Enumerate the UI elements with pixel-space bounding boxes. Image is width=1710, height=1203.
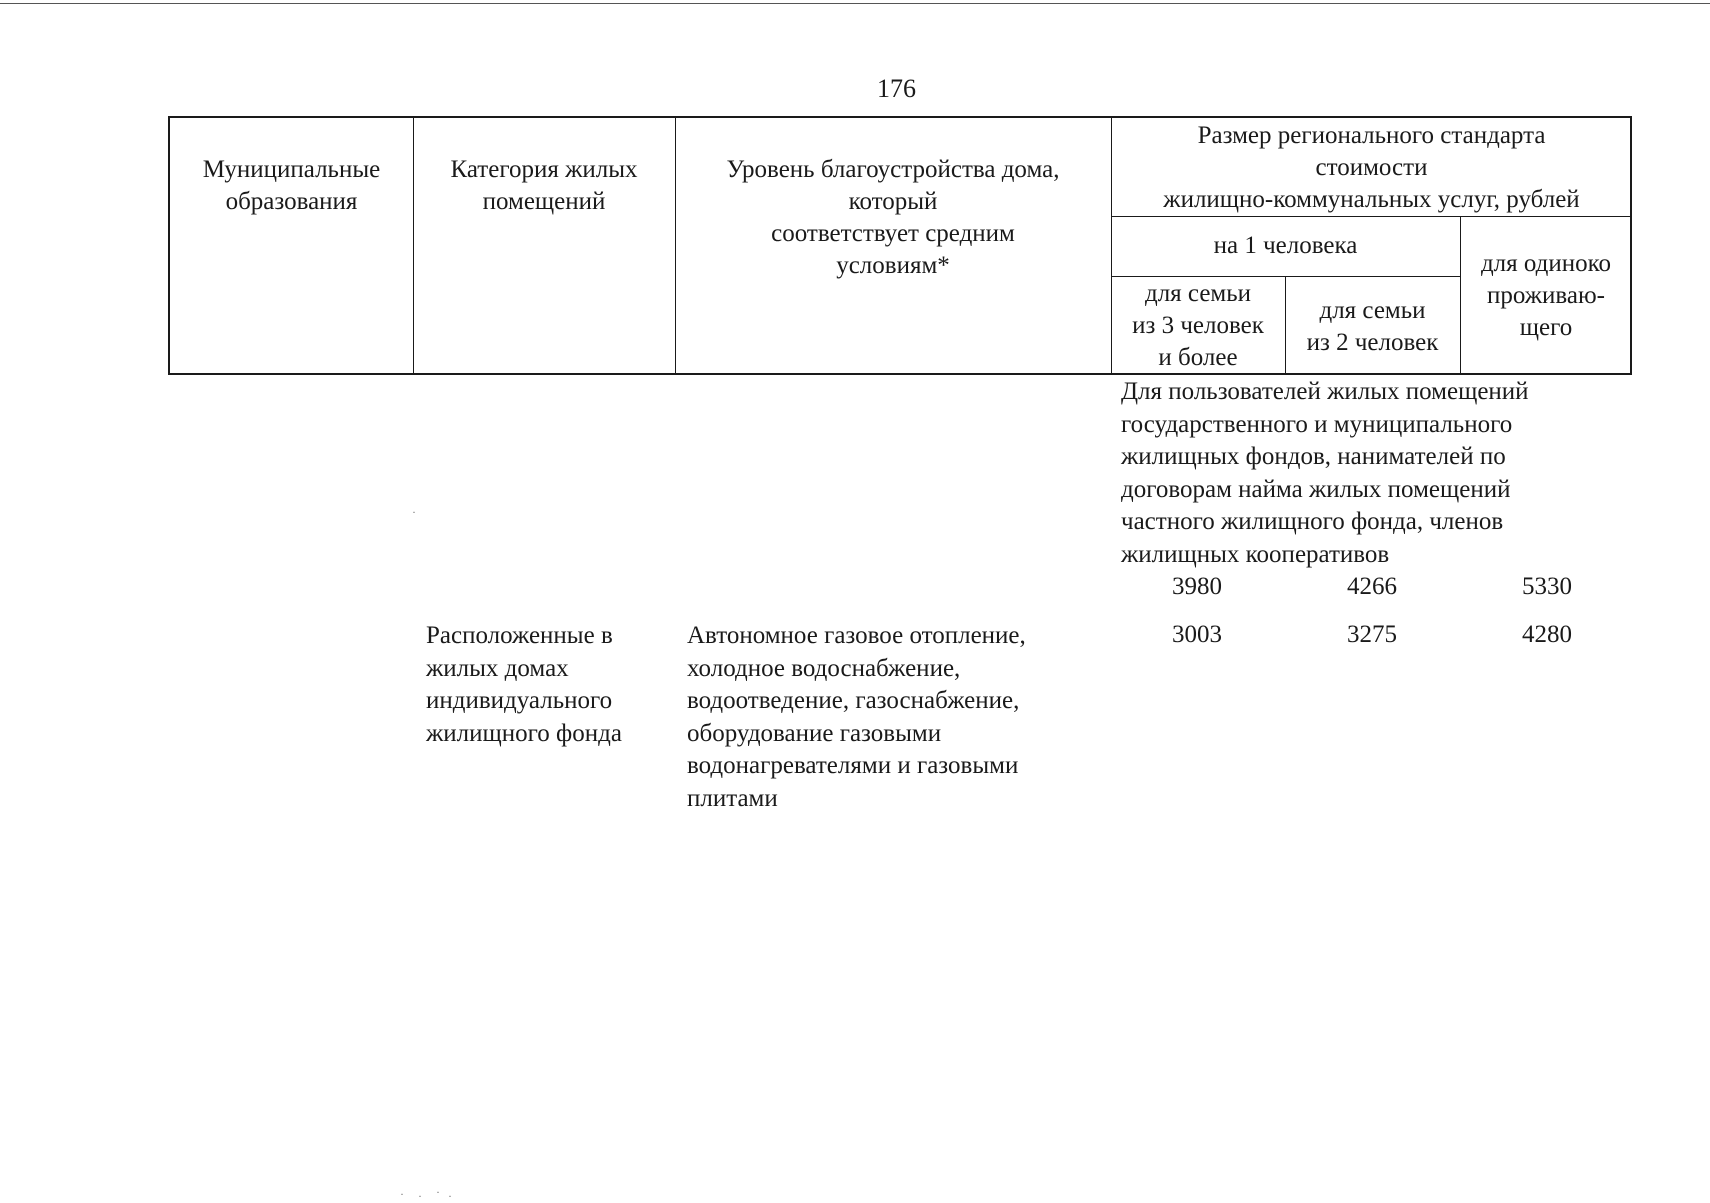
row1-family3-value: 3980: [1172, 573, 1222, 600]
header-level: Уровень благоустройства дома, который соответствует средним условиям*: [726, 156, 1060, 279]
header-per-person: на 1 человека: [1213, 232, 1358, 259]
row2-single-value: 4280: [1522, 621, 1572, 648]
divider-per-person-families: [1111, 276, 1460, 277]
header-standard: Размер регионального стандарта стоимости жилищно-коммунальных услуг, рублей: [1163, 122, 1580, 213]
header-family2: для семьи из 2 человек: [1306, 297, 1439, 356]
scan-speck: ·: [436, 1185, 440, 1199]
header-single: для одиноко проживаю- щего: [1480, 250, 1612, 341]
header-municipal: Муниципальные образования: [202, 156, 381, 215]
header-family3: для семьи из 3 человек и более: [1132, 280, 1264, 371]
top-rule: [0, 3, 1710, 4]
scan-speck: ·: [400, 1187, 404, 1201]
scan-speck: ·: [412, 505, 416, 519]
divider-standard-subheads: [1111, 216, 1630, 217]
header-category: Категория жилых помещений: [450, 156, 638, 215]
row2-family2-value: 3275: [1347, 621, 1397, 648]
row1-family2-value: 4266: [1347, 573, 1397, 600]
row1-single-value: 5330: [1522, 573, 1572, 600]
page-number: 176: [877, 74, 916, 103]
scan-speck: ·: [418, 1189, 422, 1203]
row2-category: Расположенные в жилых домах индивидуального жилищного фонда: [426, 622, 622, 747]
scan-speck: ·: [448, 1189, 452, 1203]
row2-level: Автономное газовое отопление, холодное водоснабжение, водоотведение, газоснабжение, оборудование газовыми водонагревателями и газовыми плитами: [687, 622, 1026, 812]
row2-family3-value: 3003: [1172, 621, 1222, 648]
table-header: [168, 116, 1632, 375]
section-heading: Для пользователей жилых помещений государственного и муниципального жилищных фондов, нанимателей по договорам найма жилых помещений частного жилищного фонда, членов жилищных кооперативов: [1121, 378, 1529, 568]
